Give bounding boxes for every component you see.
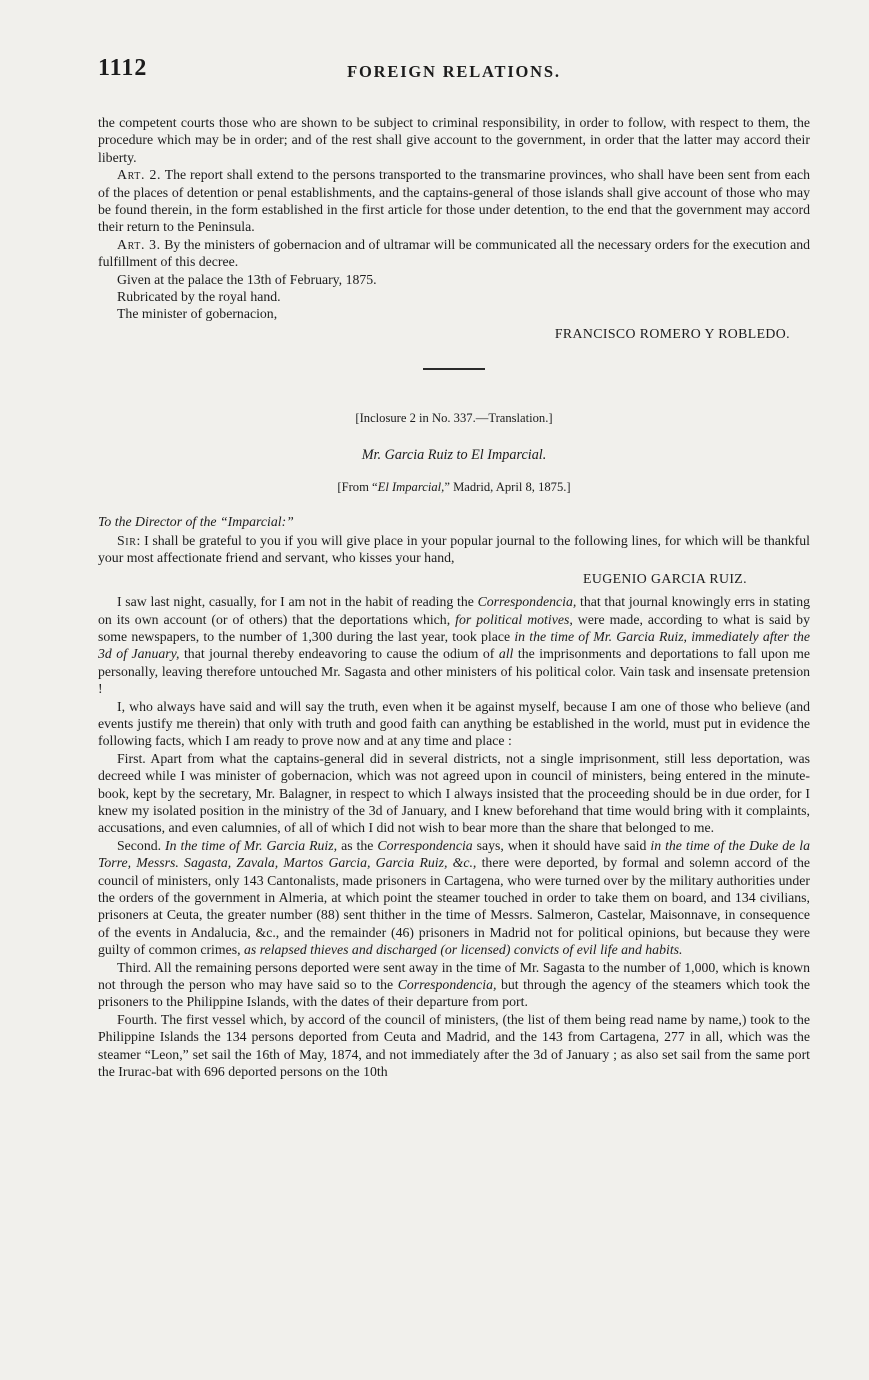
paragraph <box>98 959 810 1011</box>
text-segment: as relapsed thieves and discharged (or licensed) convicts of evil life and habits. <box>244 942 683 958</box>
text-segment: ” Madrid, April 8, 1875.] <box>444 480 571 495</box>
text-segment: By the ministers of gobernacion and of ultramar will be communicated all the necessary orders for the execution and fulfillment of this decree. <box>98 236 810 270</box>
text-segment: says, when it should have said <box>472 837 651 853</box>
paragraph <box>98 114 810 166</box>
text-segment: Correspondencia, <box>477 594 577 610</box>
paragraph <box>98 570 810 587</box>
document-body <box>98 114 810 1081</box>
text-segment: the competent courts those who are shown to be subject to criminal responsibility, in order to follow, with respect to them, the procedure which may be in order; and of the rest shall give account to the government, in order that the latter may accord their liberty. <box>98 115 810 165</box>
text-segment: The report shall extend to the persons transported to the transmarine provinces, who shall have been sent from each of the places of detention or penal establishments, and the captains-general of those islands shall give account of those who may be found therein, in the form established in the first article for those under detention, to the end that the government may accord their return to the Peninsula. <box>98 167 810 235</box>
text-segment: I saw last night, casually, for I am not in the habit of reading the <box>117 594 478 610</box>
running-title: FOREIGN RELATIONS. <box>347 62 561 81</box>
text-segment: Art. 3. <box>117 236 161 252</box>
text-segment: in the time of Mr. Garcia Ruiz, immediately after the 3d of January, <box>98 628 810 662</box>
paragraph <box>98 750 810 837</box>
text-segment: Correspondencia, <box>397 977 497 993</box>
text-segment: First. Apart from what the captains-general did in several districts, not a single imprisonment, still less deportation, was decreed while I was minister of gobernacion, which was not agreed upon in council of ministers, being entered in the minute-book, kept by the secretary, Mr. Balagner, in respect to which I always insisted that the proceeding should be in due order, for I knew my isolated position in the ministry of the 3d of January, and I knew beforehand that time would bring with it complaints, accusations, and even calumnies, of all of which I did not wish to bear more than the share that belonged to me. <box>98 750 810 836</box>
paragraph <box>98 1011 810 1081</box>
text-segment: EUGENIO GARCIA RUIZ. <box>583 570 747 586</box>
paragraph <box>98 447 810 464</box>
paragraph <box>98 325 810 342</box>
text-segment: all <box>498 646 514 662</box>
paragraph <box>98 513 810 530</box>
text-segment: [From “ <box>337 480 378 495</box>
section-rule <box>423 368 485 370</box>
text-segment: that that journal knowingly errs in stating on its own account (or of others) that the deportations which, <box>98 594 810 627</box>
text-segment: Correspondencia <box>377 837 473 853</box>
paragraph <box>98 479 810 496</box>
text-segment: Given at the palace the 13th of February, 1875. <box>117 271 377 287</box>
text-segment: FRANCISCO ROMERO Y ROBLEDO. <box>554 325 790 341</box>
text-segment: Fourth. The first vessel which, by accord of the council of ministers, (the list of them being read name by name,) took to the Philippine Islands the 134 persons deported from Ceuta and Madrid, and the 143 from Cartagena, 277 in all, which was the steamer “Leon,” set sail the 16th of May, 1874, and not immediately after the 3d of January ; as also set sail from the same port the Irurac-bat with 696 deported persons on the 10th <box>98 1011 810 1080</box>
paragraph <box>98 410 810 427</box>
paragraph <box>98 236 810 271</box>
text-segment: but through the agency of the steamers which took the prisoners to the Philippine Islands, with the dates of their departure from port. <box>98 977 810 1010</box>
text-segment: Rubricated by the royal hand. <box>117 289 281 305</box>
text-segment: El Imparcial, <box>377 480 445 495</box>
text-segment: were made, according to what is said by some newspapers, to the number of 1,300 during the last year, took place <box>98 611 810 644</box>
paragraph <box>98 288 810 305</box>
text-segment: Mr. Garcia Ruiz to El Imparcial. <box>361 446 547 463</box>
text-segment: Second. <box>117 837 166 853</box>
text-segment: The minister of gobernacion, <box>117 306 278 322</box>
text-segment: as the <box>337 837 378 853</box>
text-segment: : I shall be grateful to you if you will give place in your popular journal to the following lines, for which will be thankful your most affectionate friend and servant, who kisses your hand, <box>98 532 810 566</box>
page-number: 1112 <box>98 55 148 81</box>
paragraph <box>98 166 810 236</box>
paragraph <box>98 305 810 322</box>
text-segment: in the time of the Duke de la Torre, Messrs. Sagasta, Zavala, Martos Garcia, Garcia Ruiz, &c., <box>98 837 810 871</box>
paragraph <box>98 593 810 697</box>
text-segment: I, who always have said and will say the truth, even when it be against myself, because I am one of those who believe (and events justify me therein) that only with truth and good faith can anything be established in the world, must put in evidence the following facts, which I am ready to prove now and at any time and place : <box>98 698 810 749</box>
text-segment: Third. All the remaining persons deported were sent away in the time of Mr. Sagasta to the number of 1,000, which is known not through the person who may have said so to the <box>98 959 810 993</box>
paragraph <box>98 837 810 959</box>
text-segment: there were deported, by formal and solemn accord of the council of ministers, only 143 Cantonalists, made prisoners in Cartagena, who were turned over by the military authorities under the orders of the government in Almeria, at which point the steamer touched in order to take them on board, and 134 civilians, prisoners at Ceuta, the greater number (88) sent thither in the time of Messrs. Salmeron, Castelar, Maisonnave, in consequence of the events in Andalucia, &c., and the remainder (46) prisoners in Madrid not for political opinions, but because they were guilty of common crimes, <box>98 855 810 958</box>
paragraph <box>98 532 810 567</box>
page-header <box>98 55 810 84</box>
text-segment: To the Director of the “Imparcial:” <box>98 513 294 529</box>
paragraph <box>98 271 810 288</box>
text-segment: that journal thereby endeavoring to cause the odium of <box>179 646 499 662</box>
text-segment: for political motives, <box>455 611 573 627</box>
text-segment: [Inclosure 2 in No. 337.—Translation.] <box>355 411 553 426</box>
text-segment: In the time of Mr. Garcia Ruiz, <box>165 837 338 853</box>
text-segment: the imprisonments and deportations to fall upon me personally, leaving therefore untouched Mr. Sagasta and other ministers of his political color. Vain task and insensate pretension ! <box>98 646 811 697</box>
text-segment: Sir <box>117 532 137 548</box>
text-segment: Art. 2. <box>117 167 162 183</box>
paragraph <box>98 698 810 750</box>
